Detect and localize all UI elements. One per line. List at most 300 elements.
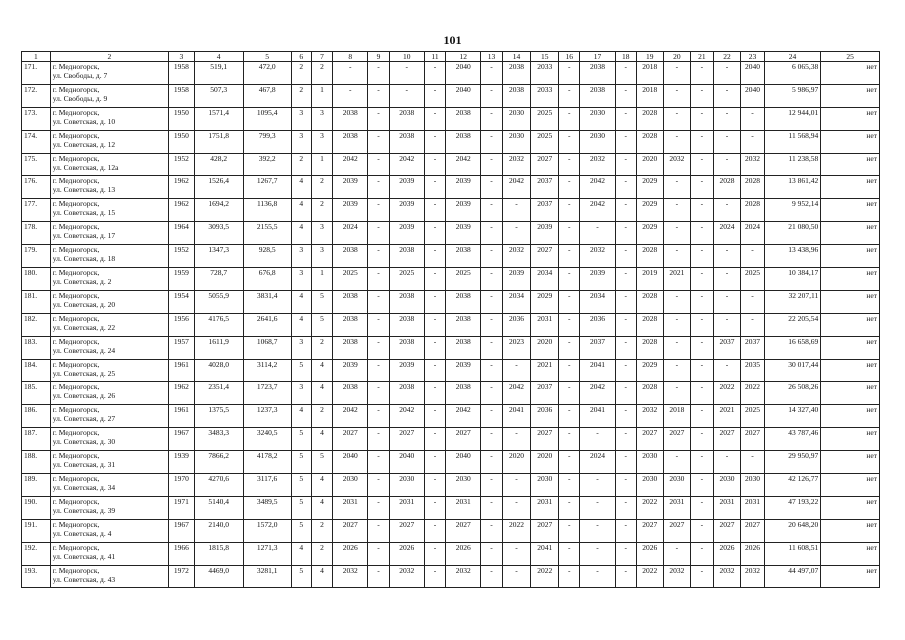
- address-cell: [50, 153, 168, 176]
- table-cell: -: [691, 245, 713, 268]
- address-cell: [50, 268, 168, 291]
- table-cell: -: [424, 359, 445, 382]
- table-cell: 2: [291, 62, 311, 85]
- table-cell: 2030: [531, 474, 559, 497]
- table-cell: 3: [311, 222, 332, 245]
- table-cell: 1962: [169, 199, 195, 222]
- table-cell: 1954: [169, 290, 195, 313]
- column-header: 6: [291, 52, 311, 62]
- table-cell: -: [691, 62, 713, 85]
- table-cell: 2032: [580, 153, 615, 176]
- address-street: ул. Советская, д. 12а: [52, 162, 119, 172]
- table-cell: 2: [311, 405, 332, 428]
- table-cell: 3093,5: [194, 222, 243, 245]
- table-cell: 2037: [580, 336, 615, 359]
- table-cell: -: [691, 542, 713, 565]
- table-cell: 1966: [169, 542, 195, 565]
- address-city: г. Медногорск,: [52, 222, 100, 232]
- table-cell: 2038: [333, 245, 368, 268]
- table-cell: 2038: [580, 84, 615, 107]
- table-cell: 2030: [580, 107, 615, 130]
- table-cell: 2029: [636, 199, 663, 222]
- table-cell: -: [663, 359, 691, 382]
- table-cell: 1952: [169, 245, 195, 268]
- table-cell: -: [368, 107, 389, 130]
- table-cell: 1068,7: [243, 336, 291, 359]
- address-street: ул. Советская, д. 26: [52, 391, 116, 401]
- table-cell: 1962: [169, 382, 195, 405]
- table-cell: -: [368, 382, 389, 405]
- table-cell: 2042: [389, 405, 424, 428]
- table-cell: -: [691, 451, 713, 474]
- table-cell: -: [741, 107, 764, 130]
- table-cell: -: [424, 382, 445, 405]
- address-street: ул. Советская, д. 27: [52, 414, 116, 424]
- table-cell: 2037: [741, 336, 764, 359]
- table-cell: -: [559, 565, 580, 588]
- table-cell: 728,7: [194, 268, 243, 291]
- table-cell: 2038: [389, 130, 424, 153]
- address-street: ул. Советская, д. 34: [52, 483, 116, 493]
- table-cell: 2038: [333, 130, 368, 153]
- table-cell: 1375,5: [194, 405, 243, 428]
- table-cell: 2042: [446, 405, 481, 428]
- table-cell: 2022: [531, 565, 559, 588]
- table-cell: 2038: [333, 382, 368, 405]
- table-cell: 1271,3: [243, 542, 291, 565]
- table-cell: 2030: [713, 474, 741, 497]
- row-number: 186.: [22, 405, 51, 428]
- table-cell: -: [713, 107, 741, 130]
- table-cell: 2031: [713, 496, 741, 519]
- address-cell: [50, 176, 168, 199]
- table-cell: 2019: [636, 268, 663, 291]
- table-cell: 2024: [580, 451, 615, 474]
- table-cell: 2038: [389, 336, 424, 359]
- table-cell: 3: [291, 245, 311, 268]
- table-cell: 2025: [741, 268, 764, 291]
- address-street: ул. Советская, д. 10: [52, 116, 116, 126]
- table-cell: 2029: [636, 176, 663, 199]
- table-cell: 4: [291, 290, 311, 313]
- table-cell: -: [713, 245, 741, 268]
- table-cell: 42 126,77: [764, 474, 820, 497]
- table-cell: 4: [311, 382, 332, 405]
- table-cell: 4: [291, 542, 311, 565]
- address-street: ул. Советская, д. 30: [52, 437, 116, 447]
- table-cell: 2038: [502, 84, 531, 107]
- table-cell: -: [615, 474, 636, 497]
- table-cell: 2: [291, 84, 311, 107]
- address-cell: [50, 199, 168, 222]
- table-cell: -: [580, 428, 615, 451]
- table-cell: -: [615, 62, 636, 85]
- table-cell: 2030: [580, 130, 615, 153]
- table-cell: 1958: [169, 62, 195, 85]
- table-cell: -: [615, 451, 636, 474]
- table-cell: 2037: [531, 176, 559, 199]
- table-cell: 676,8: [243, 268, 291, 291]
- table-cell: 4: [311, 474, 332, 497]
- table-cell: 2038: [389, 382, 424, 405]
- table-cell: 2033: [531, 84, 559, 107]
- table-header-row: [22, 52, 880, 62]
- table-cell: -: [663, 313, 691, 336]
- table-cell: 3: [291, 130, 311, 153]
- table-cell: 2020: [636, 153, 663, 176]
- table-cell: 4: [291, 405, 311, 428]
- table-cell: 2031: [389, 496, 424, 519]
- table-cell: 2038: [446, 290, 481, 313]
- table-cell: -: [481, 107, 502, 130]
- table-cell: 2024: [713, 222, 741, 245]
- address-cell: [50, 359, 168, 382]
- table-cell: 2038: [389, 313, 424, 336]
- table-cell: 5: [311, 451, 332, 474]
- table-cell: 2022: [741, 382, 764, 405]
- table-cell: 2038: [389, 107, 424, 130]
- address-street: ул. Советская, д. 43: [52, 574, 116, 584]
- address-street: ул. Советская, д. 20: [52, 299, 116, 309]
- table-cell: 2038: [333, 290, 368, 313]
- column-header: 24: [764, 52, 820, 62]
- table-cell: -: [691, 130, 713, 153]
- table-cell: -: [368, 336, 389, 359]
- table-cell: -: [615, 84, 636, 107]
- table-cell: нет: [821, 130, 880, 153]
- table-cell: 4: [311, 428, 332, 451]
- address-city: г. Медногорск,: [52, 84, 100, 94]
- row-number: 181.: [22, 290, 51, 313]
- table-cell: 1961: [169, 359, 195, 382]
- table-cell: 5: [311, 313, 332, 336]
- table-cell: 2040: [333, 451, 368, 474]
- address-street: ул. Советская, д. 18: [52, 254, 116, 264]
- table-cell: 2: [311, 519, 332, 542]
- table-body: [22, 62, 880, 588]
- table-cell: -: [615, 245, 636, 268]
- address-city: г. Медногорск,: [52, 336, 100, 346]
- table-cell: 1095,4: [243, 107, 291, 130]
- table-cell: 2032: [663, 153, 691, 176]
- table-cell: 2026: [741, 542, 764, 565]
- address-city: г. Медногорск,: [52, 176, 100, 186]
- table-cell: -: [424, 405, 445, 428]
- table-cell: нет: [821, 245, 880, 268]
- address-city: г. Медногорск,: [52, 428, 100, 438]
- table-cell: 1694,2: [194, 199, 243, 222]
- table-cell: -: [424, 313, 445, 336]
- address-city: г. Медногорск,: [52, 290, 100, 300]
- table-cell: 2037: [531, 382, 559, 405]
- table-cell: 1: [311, 268, 332, 291]
- table-cell: 2038: [446, 382, 481, 405]
- table-cell: 2027: [333, 519, 368, 542]
- table-cell: 5: [291, 359, 311, 382]
- column-header: 15: [531, 52, 559, 62]
- table-cell: 519,1: [194, 62, 243, 85]
- table-cell: 4176,5: [194, 313, 243, 336]
- table-cell: -: [424, 245, 445, 268]
- table-cell: нет: [821, 268, 880, 291]
- table-cell: нет: [821, 519, 880, 542]
- table-cell: 1956: [169, 313, 195, 336]
- table-cell: -: [502, 542, 531, 565]
- table-cell: 5: [291, 428, 311, 451]
- table-cell: -: [559, 199, 580, 222]
- table-cell: -: [713, 268, 741, 291]
- table-cell: 2042: [333, 153, 368, 176]
- table-cell: 13 438,96: [764, 245, 820, 268]
- table-cell: нет: [821, 176, 880, 199]
- address-street: ул. Советская, д. 2: [52, 277, 112, 287]
- table-cell: 1815,8: [194, 542, 243, 565]
- table-cell: -: [559, 313, 580, 336]
- table-cell: -: [481, 153, 502, 176]
- table-cell: -: [741, 451, 764, 474]
- column-header: 8: [333, 52, 368, 62]
- table-cell: 2027: [389, 519, 424, 542]
- table-cell: -: [559, 290, 580, 313]
- table-cell: -: [559, 359, 580, 382]
- table-cell: 2027: [333, 428, 368, 451]
- table-cell: -: [481, 222, 502, 245]
- table-cell: -: [691, 336, 713, 359]
- table-cell: 5: [291, 519, 311, 542]
- table-cell: 2020: [531, 336, 559, 359]
- row-number: 177.: [22, 199, 51, 222]
- table-cell: -: [424, 565, 445, 588]
- row-number: 178.: [22, 222, 51, 245]
- table-cell: 2027: [446, 428, 481, 451]
- table-row: [22, 130, 880, 153]
- address-city: г. Медногорск,: [52, 107, 100, 117]
- table-cell: -: [481, 451, 502, 474]
- table-cell: -: [559, 474, 580, 497]
- address-street: ул. Советская, д. 4: [52, 528, 112, 538]
- table-row: [22, 474, 880, 497]
- table-cell: 3: [311, 130, 332, 153]
- table-cell: 2: [311, 62, 332, 85]
- table-cell: 4: [311, 496, 332, 519]
- table-cell: 2030: [741, 474, 764, 497]
- table-cell: -: [615, 107, 636, 130]
- table-cell: 1952: [169, 153, 195, 176]
- table-cell: -: [368, 565, 389, 588]
- housing-register-table: [21, 51, 880, 588]
- table-cell: -: [615, 428, 636, 451]
- table-cell: 20 648,20: [764, 519, 820, 542]
- table-cell: -: [663, 382, 691, 405]
- table-cell: 1571,4: [194, 107, 243, 130]
- address-cell: [50, 405, 168, 428]
- address-city: г. Медногорск,: [52, 313, 100, 323]
- address-street: ул. Советская, д. 15: [52, 208, 116, 218]
- table-cell: 2026: [446, 542, 481, 565]
- address-city: г. Медногорск,: [52, 565, 100, 575]
- table-cell: -: [481, 176, 502, 199]
- table-cell: -: [615, 405, 636, 428]
- table-cell: 1962: [169, 176, 195, 199]
- column-header: 10: [389, 52, 424, 62]
- table-cell: 2042: [580, 199, 615, 222]
- table-cell: -: [713, 153, 741, 176]
- table-cell: 2027: [446, 519, 481, 542]
- table-row: [22, 290, 880, 313]
- table-cell: 2031: [333, 496, 368, 519]
- table-row: [22, 496, 880, 519]
- column-header: 7: [311, 52, 332, 62]
- table-cell: 2032: [741, 565, 764, 588]
- table-cell: 2038: [446, 313, 481, 336]
- table-cell: 2029: [531, 290, 559, 313]
- column-header: 18: [615, 52, 636, 62]
- table-cell: 16 658,69: [764, 336, 820, 359]
- table-cell: 2034: [580, 290, 615, 313]
- column-header: 4: [194, 52, 243, 62]
- address-cell: [50, 84, 168, 107]
- table-cell: 2027: [741, 519, 764, 542]
- table-cell: 392,2: [243, 153, 291, 176]
- table-cell: -: [691, 428, 713, 451]
- table-cell: 2022: [636, 496, 663, 519]
- table-cell: 1751,8: [194, 130, 243, 153]
- row-number: 179.: [22, 245, 51, 268]
- table-cell: -: [713, 84, 741, 107]
- table-cell: 2039: [502, 268, 531, 291]
- table-cell: 2140,0: [194, 519, 243, 542]
- table-cell: 2025: [531, 130, 559, 153]
- table-cell: 2038: [446, 336, 481, 359]
- column-header: 20: [663, 52, 691, 62]
- address-cell: [50, 245, 168, 268]
- table-cell: 928,5: [243, 245, 291, 268]
- table-cell: 2038: [333, 313, 368, 336]
- table-cell: -: [481, 428, 502, 451]
- table-cell: -: [559, 62, 580, 85]
- column-header: 13: [481, 52, 502, 62]
- table-cell: -: [368, 496, 389, 519]
- table-cell: -: [368, 153, 389, 176]
- table-cell: 2036: [502, 313, 531, 336]
- table-cell: 2041: [531, 542, 559, 565]
- table-cell: -: [691, 199, 713, 222]
- table-cell: -: [663, 542, 691, 565]
- table-cell: -: [502, 565, 531, 588]
- table-cell: -: [663, 62, 691, 85]
- table-cell: -: [663, 336, 691, 359]
- table-cell: нет: [821, 336, 880, 359]
- page-number: 101: [443, 33, 462, 47]
- table-cell: -: [368, 542, 389, 565]
- table-row: [22, 153, 880, 176]
- table-cell: -: [663, 451, 691, 474]
- table-cell: 2040: [446, 84, 481, 107]
- table-row: [22, 405, 880, 428]
- table-cell: 2040: [446, 451, 481, 474]
- table-cell: -: [559, 153, 580, 176]
- table-cell: 3: [291, 336, 311, 359]
- table-cell: 2026: [713, 542, 741, 565]
- table-cell: -: [559, 382, 580, 405]
- table-cell: -: [481, 519, 502, 542]
- column-header: 5: [243, 52, 291, 62]
- table-cell: -: [691, 382, 713, 405]
- table-cell: 4028,0: [194, 359, 243, 382]
- table-cell: 2042: [333, 405, 368, 428]
- table-cell: 472,0: [243, 62, 291, 85]
- table-cell: 4469,0: [194, 565, 243, 588]
- table-cell: 2024: [333, 222, 368, 245]
- table-cell: 2028: [636, 313, 663, 336]
- table-cell: 1950: [169, 107, 195, 130]
- table-cell: -: [691, 222, 713, 245]
- table-cell: 3114,2: [243, 359, 291, 382]
- table-cell: 2032: [502, 153, 531, 176]
- table-cell: -: [424, 130, 445, 153]
- table-cell: 1723,7: [243, 382, 291, 405]
- table-cell: 4: [311, 359, 332, 382]
- table-cell: -: [368, 290, 389, 313]
- row-number: 190.: [22, 496, 51, 519]
- table-cell: -: [615, 519, 636, 542]
- table-cell: 2025: [389, 268, 424, 291]
- table-cell: 2032: [663, 565, 691, 588]
- column-header: 23: [741, 52, 764, 62]
- table-cell: 13 861,42: [764, 176, 820, 199]
- table-cell: 2038: [446, 107, 481, 130]
- table-cell: -: [559, 176, 580, 199]
- table-cell: 2028: [636, 382, 663, 405]
- table-cell: -: [615, 130, 636, 153]
- table-cell: -: [741, 313, 764, 336]
- table-cell: 2351,4: [194, 382, 243, 405]
- table-cell: нет: [821, 153, 880, 176]
- address-city: г. Медногорск,: [52, 519, 100, 529]
- address-city: г. Медногорск,: [52, 245, 100, 255]
- table-row: [22, 359, 880, 382]
- address-street: ул. Советская, д. 41: [52, 551, 116, 561]
- table-cell: -: [559, 268, 580, 291]
- table-cell: 2028: [741, 176, 764, 199]
- table-cell: -: [559, 130, 580, 153]
- table-cell: -: [368, 428, 389, 451]
- table-cell: 2040: [741, 84, 764, 107]
- table-cell: 2021: [531, 359, 559, 382]
- table-cell: 1971: [169, 496, 195, 519]
- address-cell: [50, 62, 168, 85]
- table-cell: нет: [821, 428, 880, 451]
- table-cell: -: [580, 519, 615, 542]
- column-header: 2: [50, 52, 168, 62]
- table-cell: -: [481, 130, 502, 153]
- table-row: [22, 382, 880, 405]
- address-cell: [50, 290, 168, 313]
- table-cell: -: [481, 474, 502, 497]
- address-cell: [50, 130, 168, 153]
- table-cell: 2031: [663, 496, 691, 519]
- table-cell: 1967: [169, 428, 195, 451]
- table-cell: нет: [821, 84, 880, 107]
- table-cell: 3281,1: [243, 565, 291, 588]
- table-cell: -: [502, 428, 531, 451]
- table-cell: 29 950,97: [764, 451, 820, 474]
- table-cell: -: [691, 176, 713, 199]
- table-cell: -: [424, 268, 445, 291]
- table-cell: 2028: [636, 336, 663, 359]
- table-cell: 2034: [502, 290, 531, 313]
- table-cell: -: [580, 542, 615, 565]
